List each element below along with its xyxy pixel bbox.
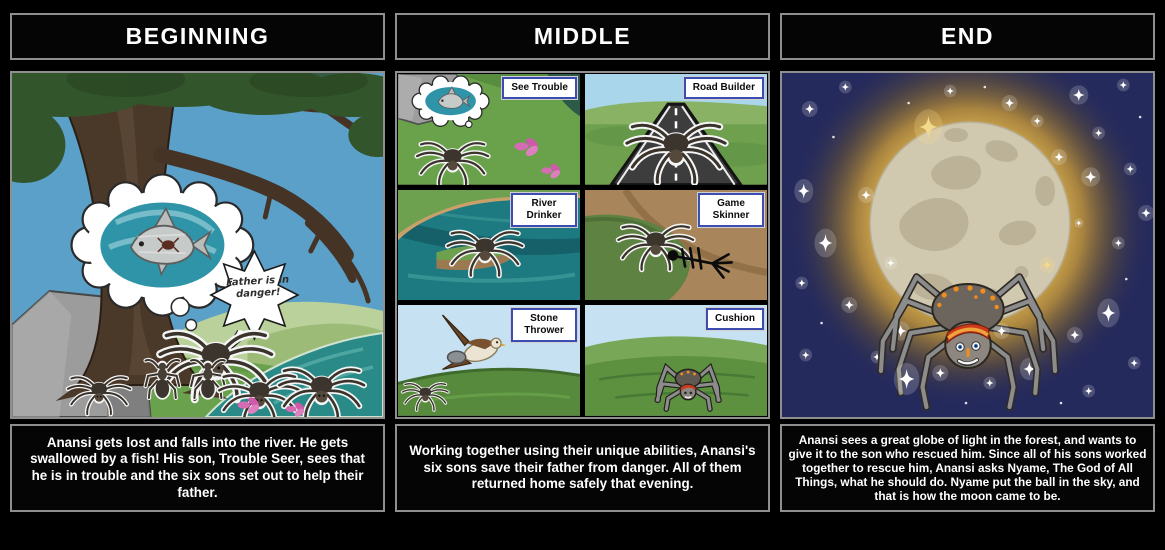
beginning-scene: [12, 73, 383, 417]
beginning-title: BEGINNING: [125, 23, 270, 49]
middle-grid: [397, 73, 768, 417]
end-header: [780, 13, 1155, 60]
cell-see-trouble: [398, 74, 580, 185]
end-illustration-frame: [780, 71, 1155, 419]
cell-label-game-skinner: Game Skinner: [698, 193, 764, 227]
beginning-description: Anansi gets lost and falls into the river. He gets swallowed by a fish! His son, Trouble Seer, sees that he is in trouble and the six sons set out to help their father.: [10, 424, 385, 512]
column-middle: [395, 0, 770, 550]
cell-label-road-builder: Road Builder: [684, 77, 764, 99]
beginning-header: [10, 13, 385, 60]
middle-illustration-frame: [395, 71, 770, 419]
cell-game-skinner: [585, 190, 767, 301]
cell-river-drinker: [398, 190, 580, 301]
middle-title: MIDDLE: [533, 23, 632, 49]
stone-icon: [448, 352, 466, 364]
middle-description: Working together using their unique abilities, Anansi's six sons save their father from danger. All of them returned home safely that evening.: [395, 424, 770, 512]
end-title: END: [940, 23, 995, 49]
end-description: Anansi sees a great globe of light in the forest, and wants to give it to the son who rescued him. Since all of his sons worked together to rescue him, Anansi asks Nyame, The God of All Things, what he should do. Nyame put the ball in the sky, and that is how the moon came to be.: [780, 424, 1155, 512]
cell-label-cushion: Cushion: [706, 308, 764, 330]
middle-header: [395, 13, 770, 60]
column-beginning: [10, 0, 385, 550]
cell-label-see-trouble: See Trouble: [502, 77, 577, 99]
cell-stone-thrower: [398, 305, 580, 416]
end-scene: [782, 73, 1153, 417]
cell-road-builder: [585, 74, 767, 185]
beginning-illustration-frame: [10, 71, 385, 419]
thought-bubble: [412, 76, 489, 126]
cell-cushion: [585, 305, 767, 416]
cell-label-river-drinker: River Drinker: [511, 193, 577, 227]
column-end: [780, 0, 1155, 550]
speech-bubble-text: Father is in danger!: [225, 274, 290, 300]
cell-label-stone-thrower: Stone Thrower: [511, 308, 577, 342]
